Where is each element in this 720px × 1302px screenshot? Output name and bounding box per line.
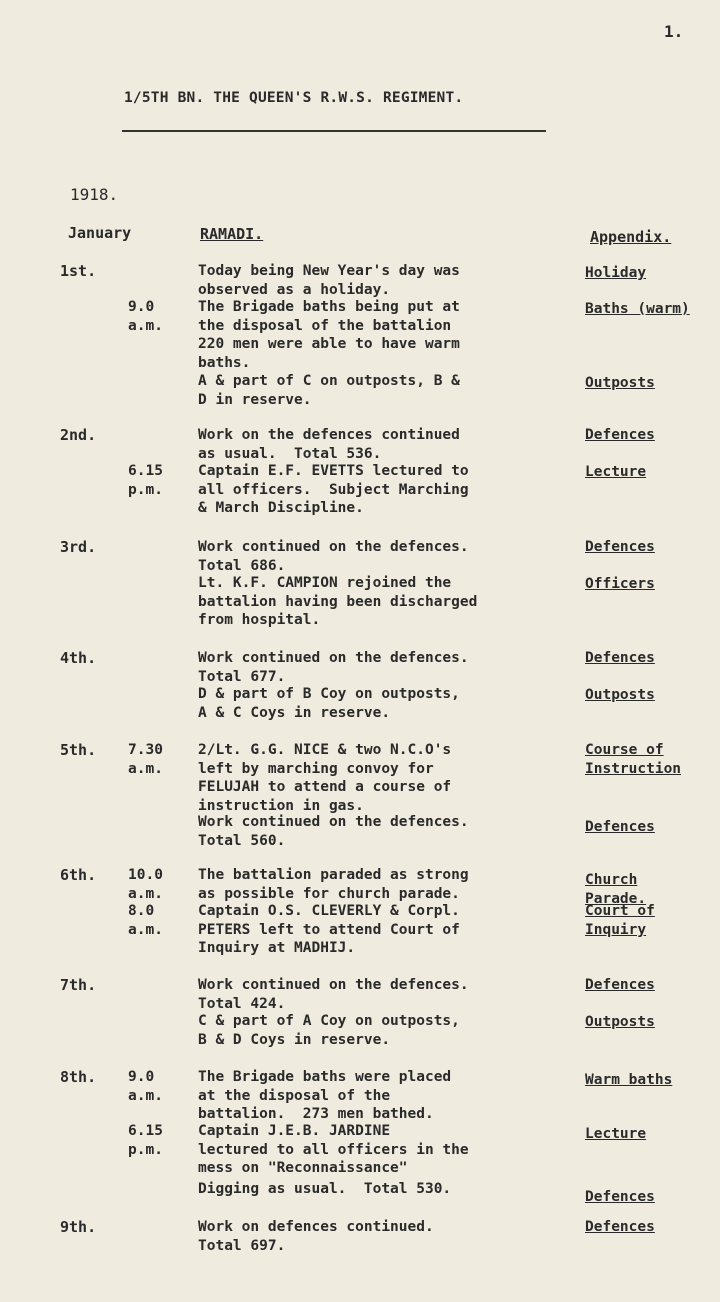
entry-text: Captain O.S. CLEVERLY & Corpl. PETERS left to attend Court of Inquiry at MADHIJ. (198, 903, 460, 956)
appendix-label: Inquiry (585, 922, 647, 938)
appendix-label: Outposts (585, 1014, 655, 1030)
appendix-reference (585, 1218, 720, 1237)
appendix-reference (585, 300, 720, 319)
appendix-label: Defences (585, 819, 655, 835)
entry-text: Digging as usual. Total 530. (198, 1181, 452, 1197)
month: January (68, 224, 132, 242)
entry-text: The Brigade baths were placed at the disposal of the battalion. 273 men bathed. (198, 1069, 452, 1122)
appendix-label: Instruction (585, 761, 682, 777)
appendix-reference (585, 686, 720, 705)
place-heading: RAMADI. (200, 225, 264, 243)
appendix-reference (585, 818, 720, 837)
entry-time: 6.15 p.m. (128, 463, 163, 498)
appendix-label: Lecture (585, 464, 647, 480)
appendix-label: Defences (585, 1219, 655, 1235)
appendix-reference (585, 463, 720, 482)
appendix-label: Defences (585, 1189, 655, 1205)
entry-time: 7.30 a.m. (128, 742, 163, 777)
entry-date: 5th. (60, 741, 97, 759)
appendix-heading: Appendix. (590, 228, 672, 246)
entry-date: 9th. (60, 1218, 97, 1236)
appendix-label: Holiday (585, 265, 647, 281)
appendix-reference (585, 264, 720, 283)
entry-text: Work continued on the defences. Total 560. (198, 814, 469, 849)
entry-text: The Brigade baths being put at the disposal of the battalion 220 men were able to have warm baths. (198, 299, 460, 371)
entry-text: D & part of B Coy on outposts, A & C Coys in reserve. (198, 686, 460, 721)
appendix-reference (585, 741, 720, 779)
appendix-label: Outposts (585, 375, 655, 391)
document-title: 1/5TH BN. THE QUEEN'S R.W.S. REGIMENT. (124, 90, 464, 106)
title-underline (122, 130, 546, 132)
appendix-label: Course of (585, 742, 664, 758)
appendix-label: Officers (585, 576, 655, 592)
year: 1918. (70, 185, 119, 204)
entry-date: 8th. (60, 1068, 97, 1086)
appendix-reference (585, 575, 720, 594)
entry-date: 3rd. (60, 538, 97, 556)
entry-date: 2nd. (60, 426, 97, 444)
appendix-label: Lecture (585, 1126, 647, 1142)
entry-text: C & part of A Coy on outposts, B & D Coys in reserve. (198, 1013, 460, 1048)
entry-text: Captain J.E.B. JARDINE lectured to all officers in the mess on "Reconnaissance" (198, 1123, 469, 1176)
appendix-reference (585, 902, 720, 940)
appendix-label: Defences (585, 427, 655, 443)
appendix-label: Baths (warm) (585, 301, 690, 317)
appendix-reference (585, 1188, 720, 1207)
entry-text: 2/Lt. G.G. NICE & two N.C.O's left by marching convoy for FELUJAH to attend a course of instruction in gas. (198, 742, 452, 814)
appendix-label: Outposts (585, 687, 655, 703)
entry-time: 9.0 a.m. (128, 299, 163, 334)
entry-time: 10.0 a.m. (128, 867, 163, 902)
appendix-reference (585, 1071, 720, 1090)
entry-time: 8.0 a.m. (128, 903, 163, 938)
entry-text: The battalion paraded as strong as possible for church parade. (198, 867, 469, 902)
page-number: 1. (664, 22, 684, 41)
appendix-reference (585, 538, 720, 557)
appendix-label: Church (585, 872, 638, 888)
appendix-label: Court of (585, 903, 655, 919)
entry-date: 6th. (60, 866, 97, 884)
entry-text: Work continued on the defences. Total 424. (198, 977, 469, 1012)
appendix-label: Parade. (585, 891, 647, 907)
entry-text: Today being New Year's day was observed as a holiday. (198, 263, 460, 298)
entry-time: 9.0 a.m. (128, 1069, 163, 1104)
appendix-label: Defences (585, 539, 655, 555)
entry-text: A & part of C on outposts, B & D in reserve. (198, 373, 460, 408)
entry-date: 7th. (60, 976, 97, 994)
entry-text: Work on defences continued. Total 697. (198, 1219, 434, 1254)
entry-text: Work on the defences continued as usual. Total 536. (198, 427, 460, 462)
appendix-reference (585, 1125, 720, 1144)
appendix-label: Warm baths (585, 1072, 673, 1088)
entry-text: Work continued on the defences. Total 686. (198, 539, 469, 574)
appendix-label: Defences (585, 650, 655, 666)
entry-text: Lt. K.F. CAMPION rejoined the battalion having been discharged from hospital. (198, 575, 478, 628)
appendix-reference (585, 1013, 720, 1032)
entry-time: 6.15 p.m. (128, 1123, 163, 1158)
entry-date: 4th. (60, 649, 97, 667)
appendix-reference (585, 976, 720, 995)
entry-date: 1st. (60, 262, 97, 280)
appendix-reference (585, 649, 720, 668)
appendix-label: Defences (585, 977, 655, 993)
entry-text: Captain E.F. EVETTS lectured to all officers. Subject Marching & March Discipline. (198, 463, 469, 516)
appendix-reference (585, 374, 720, 393)
appendix-reference (585, 426, 720, 445)
entry-text: Work continued on the defences. Total 677. (198, 650, 469, 685)
